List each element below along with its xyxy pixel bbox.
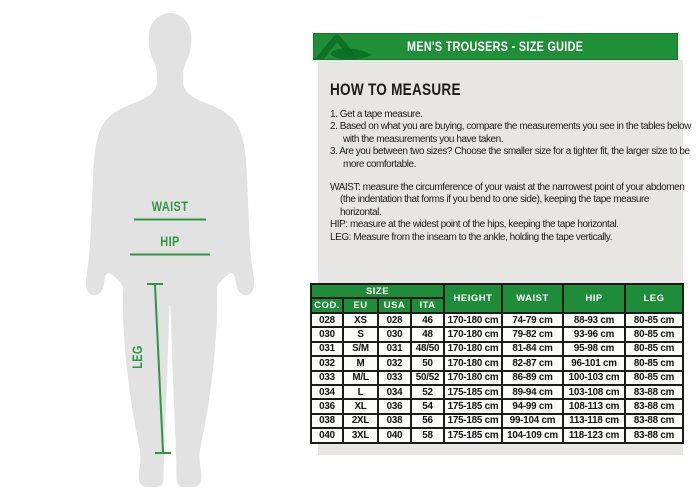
table-row xyxy=(311,428,683,442)
table-row xyxy=(311,342,683,356)
leg-label: LEG xyxy=(129,345,145,369)
table-cell: 2XL xyxy=(343,414,378,428)
column-header-hip: HIP xyxy=(563,284,625,313)
table-cell: 040 xyxy=(378,428,411,442)
table-cell: 170-180 cm xyxy=(444,342,502,356)
table-row xyxy=(311,371,683,385)
table-cell: 040 xyxy=(311,428,343,442)
table-cell: 175-185 cm xyxy=(444,385,502,399)
table-row xyxy=(311,327,683,341)
table-cell: 108-113 cm xyxy=(563,399,625,413)
table-cell: 56 xyxy=(411,414,444,428)
table-cell: 54 xyxy=(411,399,444,413)
table-cell: 89-94 cm xyxy=(502,385,563,399)
table-cell: 80-85 cm xyxy=(625,371,683,385)
table-cell: 46 xyxy=(411,313,444,327)
table-cell: S/M xyxy=(343,342,378,356)
table-cell: XS xyxy=(343,313,378,327)
table-cell: 83-88 cm xyxy=(625,428,683,442)
table-cell: 028 xyxy=(378,313,411,327)
table-cell: M xyxy=(343,356,378,370)
body-shape xyxy=(86,13,254,487)
table-cell: 100-103 cm xyxy=(563,371,625,385)
table-cell: S xyxy=(343,327,378,341)
table-cell: 033 xyxy=(311,371,343,385)
measure-step: 3. Are you between two sizes? Choose the smaller size for a tighter fit, the larger size to be more comfortable. xyxy=(330,146,690,170)
column-header-height: HEIGHT xyxy=(444,284,502,313)
table-cell: 030 xyxy=(378,327,411,341)
column-header-leg: LEG xyxy=(625,284,683,313)
table-cell: 103-108 cm xyxy=(563,385,625,399)
size-table-body xyxy=(311,313,683,443)
table-cell: 038 xyxy=(311,414,343,428)
table-cell: 80-85 cm xyxy=(625,356,683,370)
leg-definition: LEG: Measure from the inseam to the ankle, holding the tape vertically. xyxy=(330,231,612,243)
column-header-cod: COD. xyxy=(311,298,343,313)
table-cell: 3XL xyxy=(343,428,378,442)
table-row xyxy=(311,356,683,370)
table-cell: 175-185 cm xyxy=(444,414,502,428)
table-cell: XL xyxy=(343,399,378,413)
table-cell: 175-185 cm xyxy=(444,399,502,413)
table-cell: 94-99 cm xyxy=(502,399,563,413)
table-cell: 74-79 cm xyxy=(502,313,563,327)
table-cell: 83-88 cm xyxy=(625,399,683,413)
table-cell: 86-89 cm xyxy=(502,371,563,385)
table-cell: 170-180 cm xyxy=(444,356,502,370)
table-cell: 170-180 cm xyxy=(444,371,502,385)
table-cell: M/L xyxy=(343,371,378,385)
table-cell: 170-180 cm xyxy=(444,313,502,327)
table-cell: 50 xyxy=(411,356,444,370)
size-group-header: SIZE xyxy=(311,284,444,298)
table-cell: 95-98 cm xyxy=(563,342,625,356)
waist-definition: WAIST: measure the circumference of your waist at the narrowest point of your abdomen (the indentation that forms if you bend to one side), keeping the tape measure horizontal. xyxy=(330,182,685,218)
table-cell: 028 xyxy=(311,313,343,327)
table-row xyxy=(311,414,683,428)
column-header-ita: ITA xyxy=(411,298,444,313)
table-row xyxy=(311,399,683,413)
table-cell: 93-96 cm xyxy=(563,327,625,341)
table-cell: 52 xyxy=(411,385,444,399)
table-cell: 80-85 cm xyxy=(625,327,683,341)
table-cell: 033 xyxy=(378,371,411,385)
table-cell: 104-109 cm xyxy=(502,428,563,442)
measure-step: 1. Get a tape measure. xyxy=(330,109,423,120)
table-cell: 83-88 cm xyxy=(625,414,683,428)
measure-step: 2. Based on what you are buying, compare the measurements you see in the tables below with the measurements you have taken. xyxy=(330,121,691,145)
table-cell: 48 xyxy=(411,327,444,341)
measure-definitions xyxy=(330,182,685,244)
table-cell: 113-118 cm xyxy=(563,414,625,428)
column-header-eu: EU xyxy=(343,298,378,313)
table-cell: 82-87 cm xyxy=(502,356,563,370)
size-table xyxy=(310,283,684,444)
table-cell: 118-123 cm xyxy=(563,428,625,442)
column-header-usa: USA xyxy=(378,298,411,313)
page-title: MEN'S TROUSERS - SIZE GUIDE xyxy=(407,39,584,54)
table-row xyxy=(311,313,683,327)
table-cell: 88-93 cm xyxy=(563,313,625,327)
table-cell: 030 xyxy=(311,327,343,341)
table-cell: 031 xyxy=(311,342,343,356)
table-cell: 99-104 cm xyxy=(502,414,563,428)
table-cell: 79-82 cm xyxy=(502,327,563,341)
table-cell: 175-185 cm xyxy=(444,428,502,442)
how-to-measure-title: HOW TO MEASURE xyxy=(330,80,461,99)
acerbis-logo-icon xyxy=(315,34,373,60)
title-bar xyxy=(313,33,678,60)
table-cell: 038 xyxy=(378,414,411,428)
hip-label: HIP xyxy=(160,233,180,249)
table-cell: L xyxy=(343,385,378,399)
size-table-header xyxy=(311,284,683,313)
table-row xyxy=(311,385,683,399)
table-cell: 031 xyxy=(378,342,411,356)
table-cell: 96-101 cm xyxy=(563,356,625,370)
table-cell: 58 xyxy=(411,428,444,442)
table-cell: 032 xyxy=(378,356,411,370)
table-cell: 034 xyxy=(378,385,411,399)
table-cell: 81-84 cm xyxy=(502,342,563,356)
table-cell: 80-85 cm xyxy=(625,342,683,356)
table-cell: 170-180 cm xyxy=(444,327,502,341)
hip-definition: HIP: measure at the widest point of the hips, keeping the tape horizontal. xyxy=(330,219,619,231)
table-cell: 48/50 xyxy=(411,342,444,356)
table-cell: 036 xyxy=(311,399,343,413)
column-header-waist: WAIST xyxy=(502,284,563,313)
table-cell: 50/52 xyxy=(411,371,444,385)
table-cell: 80-85 cm xyxy=(625,313,683,327)
table-cell: 83-88 cm xyxy=(625,385,683,399)
table-cell: 034 xyxy=(311,385,343,399)
table-cell: 036 xyxy=(378,399,411,413)
waist-label: WAIST xyxy=(151,198,189,214)
table-cell: 032 xyxy=(311,356,343,370)
